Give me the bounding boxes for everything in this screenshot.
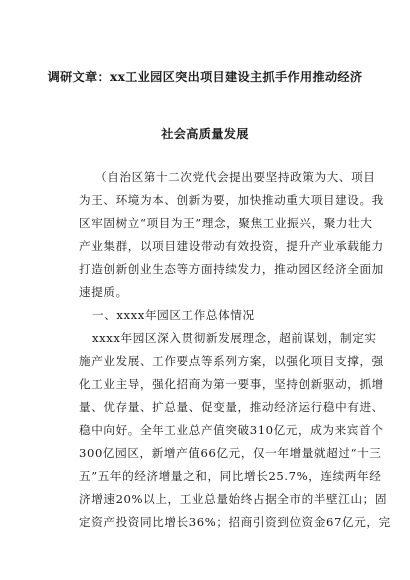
paragraph-1-line: 打造创新创业生态等方面持续发力，推动园区经济全面加 xyxy=(79,262,384,276)
paragraph-2-line: 定资产投资同比增长36%；招商引资到位资金67亿元，完 xyxy=(79,515,391,529)
document-title-line-2: 社会高质量发展 xyxy=(161,127,249,141)
paragraph-1-line: 产业集群，以项目建设带动有效投资，提升产业承载能力 xyxy=(79,239,384,253)
document-title-line-1: 调研文章：xx工业园区突出项目建设主抓手作用推动经济 xyxy=(47,70,363,84)
paragraph-1-line: 区牢固树立“项目为王”理念，聚焦工业振兴，聚力壮大 xyxy=(79,216,373,230)
paragraph-2-line: xxxx年园区深入贯彻新发展理念，超前谋划，制定实 xyxy=(92,331,377,345)
section-heading: 一、xxxx年园区工作总体情况 xyxy=(92,308,255,322)
paragraph-2-line: 化工业主导，强化招商为第一要事，坚持创新驱动，抓增 xyxy=(79,377,384,391)
paragraph-2-line: 五”五年的经济增量之和，同比增长25.7%，连续两年经 xyxy=(79,469,382,483)
paragraph-2-line: 量、优存量、扩总量、促变量，推动经济运行稳中有进、 xyxy=(79,400,384,414)
paragraph-1-line: 速提质。 xyxy=(79,285,128,299)
paragraph-2-line: 稳中向好。全年工业总产值突破310亿元，成为来宾首个 xyxy=(79,423,384,437)
paragraph-2-line: 300亿园区，新增产值66亿元，仅一年增量就超过“十三 xyxy=(79,446,382,460)
paragraph-1-line: （自治区第十二次党代会提出要坚持政策为大、项目 xyxy=(95,170,376,184)
paragraph-2-line: 施产业发展、工作要点等系列方案，以强化项目支撑，强 xyxy=(79,354,384,368)
paragraph-1-line: 为王、环境为本、创新为要，加快推动重大项目建设。我 xyxy=(79,193,384,207)
paragraph-2-line: 济增速20%以上，工业总量始终占据全市的半壁江山；固 xyxy=(79,492,388,506)
